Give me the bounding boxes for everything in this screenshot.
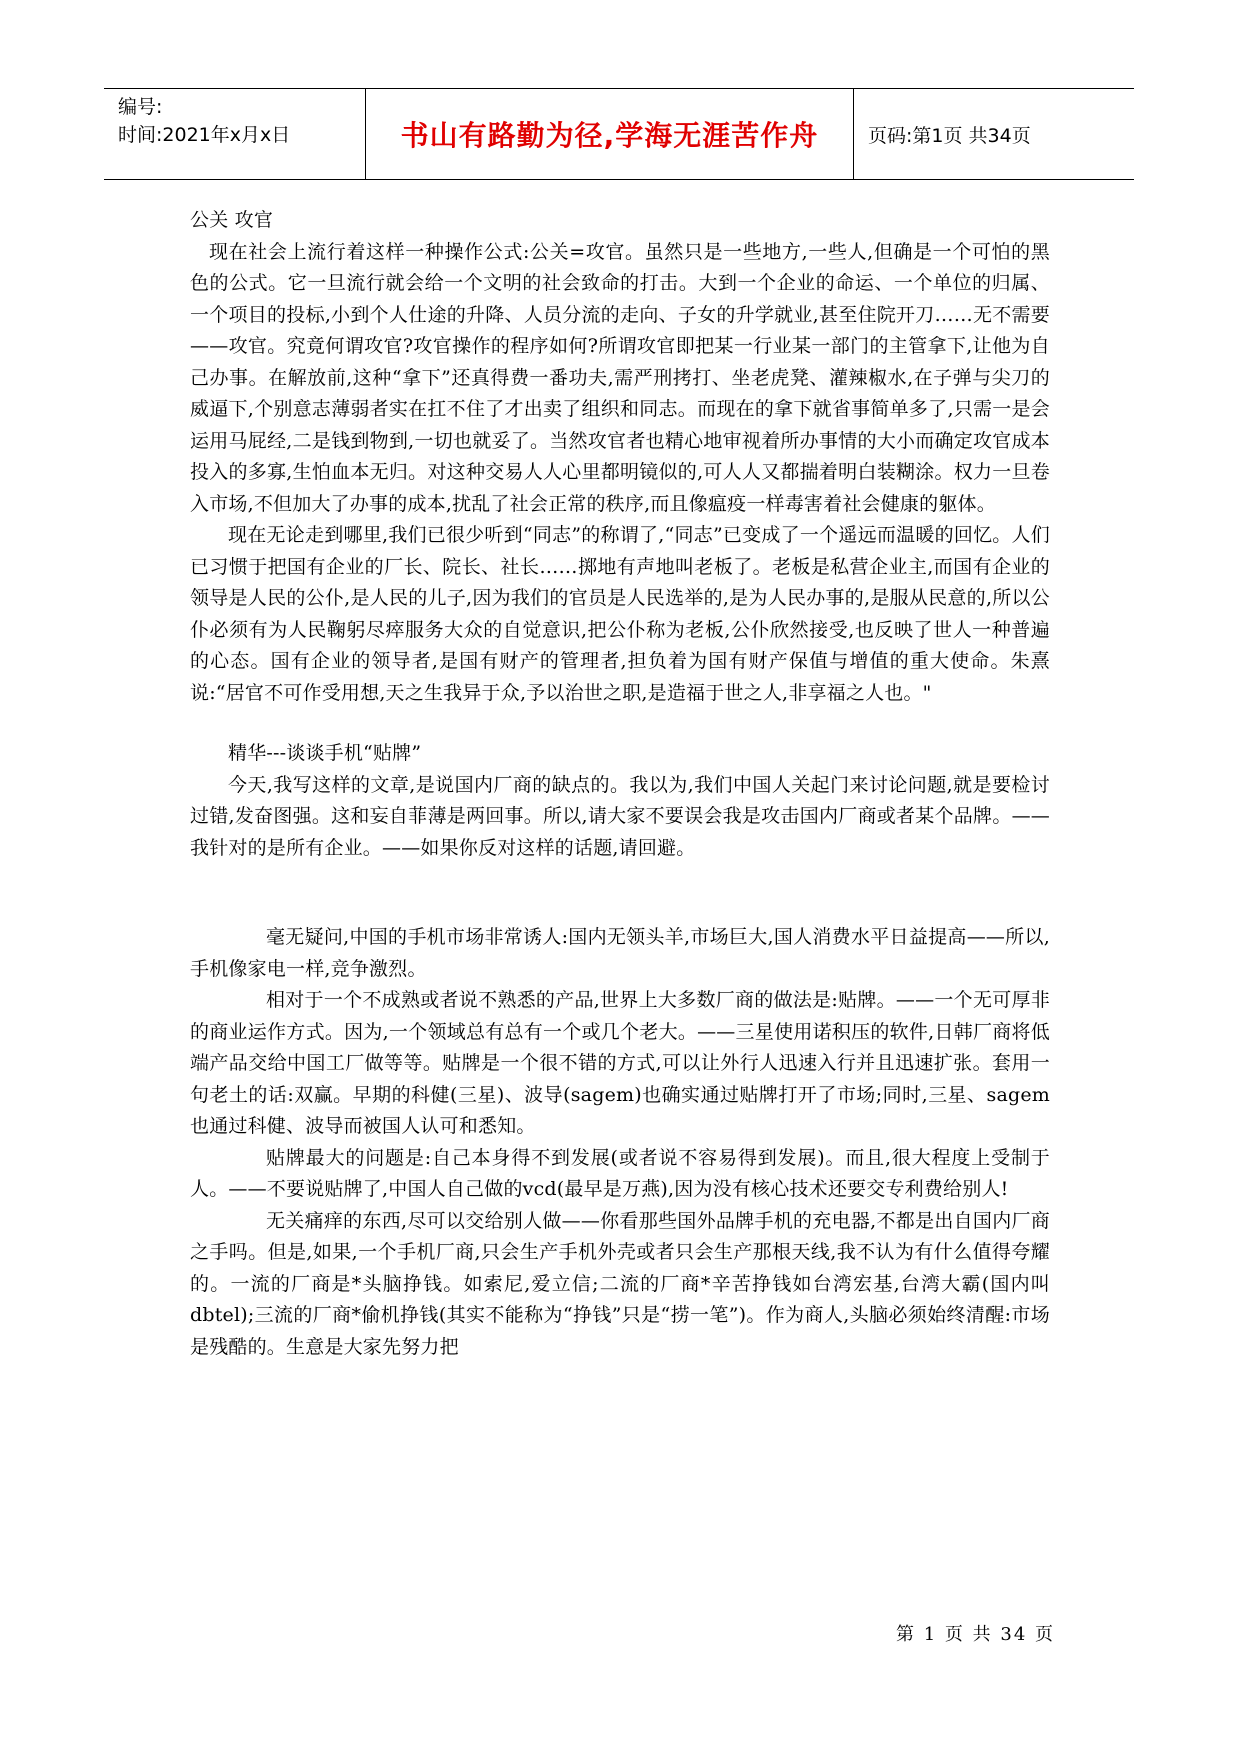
article-title-1: 公关 攻官 (190, 209, 274, 231)
spacer (190, 709, 1050, 738)
paragraph-2: 现在无论走到哪里,我们已很少听到“同志”的称谓了,“同志”已变成了一个遥远而温暖的回忆。人们已习惯于把国有企业的厂长、院长、社长……掷地有声地叫老板了。老板是私营企业主,而国有企业的领导是人民的公仆,是人民的儿子,因为我们的官员是人民选举的,是为人民办事的,是服从民意的,所以公仆必须有为人民鞠躬尽瘁服务大众的自觉意识,把公仆称为老板,公仆欣然接受,也反映了世人一种普遍的心态。国有企业的领导者,是国有财产的管理者,担负着为国有财产保值与增值的重大使命。朱熹说:“居官不可作受用想,天之生我异于众,予以治世之职,是造福于世之人,非享福之人也。" (190, 524, 1050, 704)
header-meta-cell (104, 89, 366, 179)
header-page-label: 页码:第1页 共34页 (868, 124, 1031, 147)
time-label: 时间:2021年x月x日 (118, 124, 291, 146)
paragraph-6: 贴牌最大的问题是:自己本身得不到发展(或者说不容易得到发展)。而且,很大程度上受制于人。——不要说贴牌了,中国人自己做的vcd(最早是万燕),因为没有核心技术还要交专利费给别人! (190, 1146, 1050, 1200)
article-title-2: 精华---谈谈手机“贴牌” (228, 742, 422, 764)
header-motto: 书山有路勤为径,学海无涯苦作舟 (366, 89, 854, 179)
paragraph-4: 毫无疑问,中国的手机市场非常诱人:国内无领头羊,市场巨大,国人消费水平日益提高——所以,手机像家电一样,竞争激烈。 (190, 926, 1050, 980)
paragraph-7: 无关痛痒的东西,尽可以交给别人做——你看那些国外品牌手机的充电器,不都是出自国内厂商之手吗。但是,如果,一个手机厂商,只会生产手机外壳或者只会生产那根天线,我不认为有什么值得夸耀的。一流的厂商是*头脑挣钱。如索尼,爱立信;二流的厂商*辛苦挣钱如台湾宏基,台湾大霸(国内叫dbtel);三流的厂商*偷机挣钱(其实不能称为“挣钱”只是“捞一笔”)。作为商人,头脑必须始终清醒:市场是残酷的。生意是大家先努力把 (190, 1209, 1050, 1358)
number-label: 编号: (118, 96, 163, 118)
paragraph-1: 现在社会上流行着这样一种操作公式:公关=攻官。虽然只是一些地方,一些人,但确是一个可怕的黑色的公式。它一旦流行就会给一个文明的社会致命的打击。大到一个企业的命运、一个单位的归属、一个项目的投标,小到个人仕途的升降、人员分流的走向、子女的升学就业,甚至住院开刀……无不需要——攻官。究竟何谓攻官?攻官操作的程序如何?所谓攻官即把某一行业某一部门的主管拿下,让他为自己办事。在解放前,这种“拿下”还真得费一番功夫,需严刑拷打、坐老虎凳、灌辣椒水,在子弹与尖刀的威逼下,个别意志薄弱者实在扛不住了才出卖了组织和同志。而现在的拿下就省事简单多了,只需一是会运用马屁经,二是钱到物到,一切也就妥了。当然攻官者也精心地审视着所办事情的大小而确定攻官成本投入的多寡,生怕血本无归。对这种交易人人心里都明镜似的,可人人又都揣着明白装糊涂。权力一旦卷入市场,不但加大了办事的成本,扰乱了社会正常的秩序,而且像瘟疫一样毒害着社会健康的躯体。 (190, 240, 1050, 515)
document-body (190, 205, 1050, 1363)
paragraph-5: 相对于一个不成熟或者说不熟悉的产品,世界上大多数厂商的做法是:贴牌。——一个无可厚非的商业运作方式。因为,一个领域总有总有一个或几个老大。——三星使用诺积压的软件,日韩厂商将低端产品交给中国工厂做等等。贴牌是一个很不错的方式,可以让外行人迅速入行并且迅速扩张。套用一句老土的话:双赢。早期的科健(三星)、波导(sagem)也确实通过贴牌打开了市场;同时,三星、sagem也通过科健、波导而被国人认可和悉知。 (190, 989, 1050, 1137)
page-number-footer: 第 1 页 共 34 页 (896, 1624, 1055, 1645)
spacer (190, 864, 1050, 922)
paragraph-3: 今天,我写这样的文章,是说国内厂商的缺点的。我以为,我们中国人关起门来讨论问题,就是要检讨过错,发奋图强。这和妄自菲薄是两回事。所以,请大家不要误会我是攻击国内厂商或者某个品牌。——我针对的是所有企业。——如果你反对这样的话题,请回避。 (190, 773, 1050, 859)
document-header (104, 88, 1134, 180)
